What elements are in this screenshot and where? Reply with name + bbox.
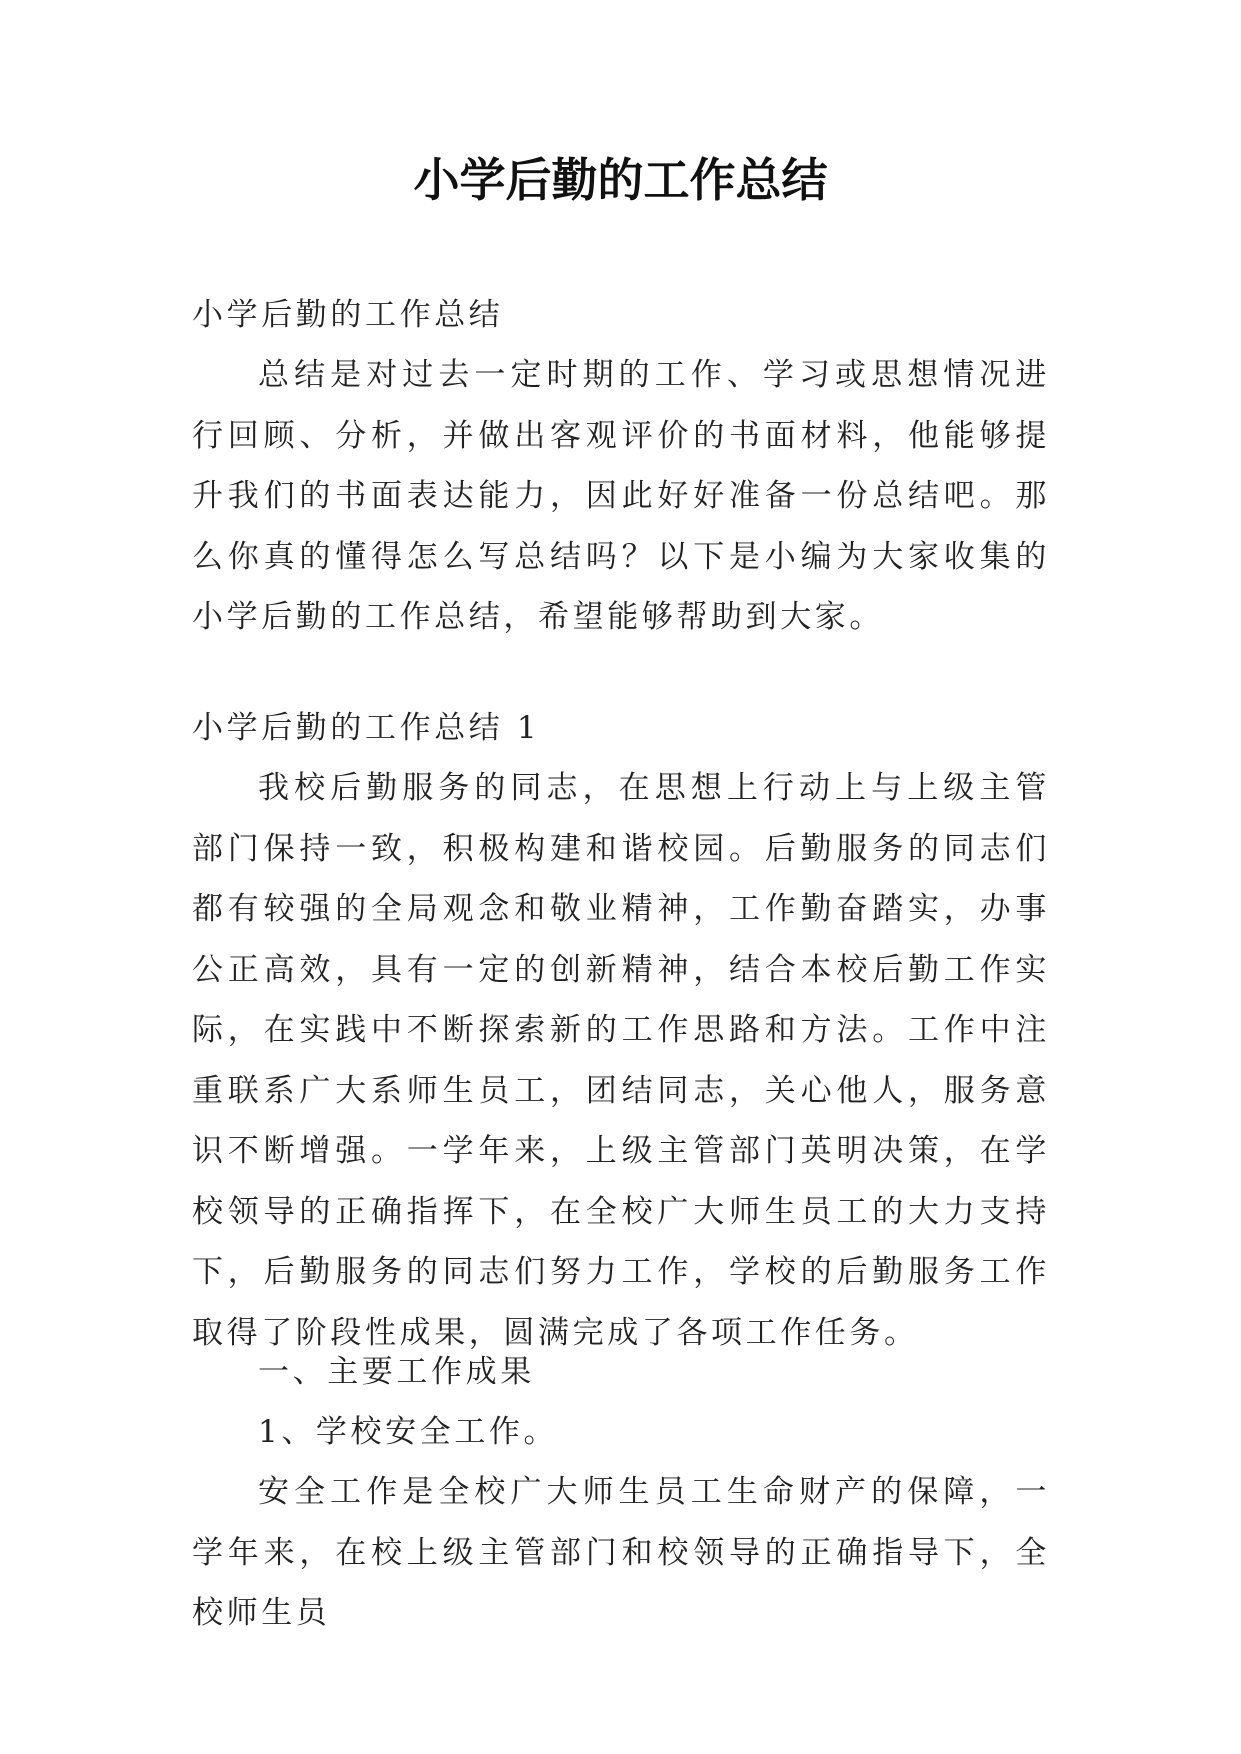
main-results-heading: 一、主要工作成果 xyxy=(258,1354,535,1390)
intro-paragraph: 总结是对过去一定时期的工作、学习或思想情况进行回顾、分析，并做出客观评价的书面材料，他能够提升我们的书面表达能力，因此好好准备一份总结吧。那么你真的懂得怎么写总结吗？以下是小编为大家收集的小学后勤的工作总结，希望能够帮助到大家。 xyxy=(192,357,1050,635)
section-heading: 小学后勤的工作总结 1 xyxy=(192,710,541,746)
document-title: 小学后勤的工作总结 xyxy=(413,153,828,207)
item-paragraph: 安全工作是全校广大师生员工生命财产的保障，一学年来，在校上级主管部门和校领导的正确指导下，全校师生员 xyxy=(192,1474,1050,1631)
item-heading: 1、学校安全工作。 xyxy=(258,1414,559,1450)
section-paragraph: 我校后勤服务的同志，在思想上行动上与上级主管部门保持一致，积极构建和谐校园。后勤服务的同志们都有较强的全局观念和敬业精神，工作勤奋踏实，办事公正高效，具有一定的创新精神，结合本校后勤工作实际，在实践中不断探索新的工作思路和方法。工作中注重联系广大系师生员工，团结同志，关心他人，服务意识不断增强。一学年来，上级主管部门英明决策，在学校领导的正确指挥下，在全校广大师生员工的大力支持下，后勤服务的同志们努力工作，学校的后勤服务工作取得了阶段性成果，圆满完成了各项工作任务。 xyxy=(192,770,1050,1351)
document-subtitle: 小学后勤的工作总结 xyxy=(192,297,504,333)
